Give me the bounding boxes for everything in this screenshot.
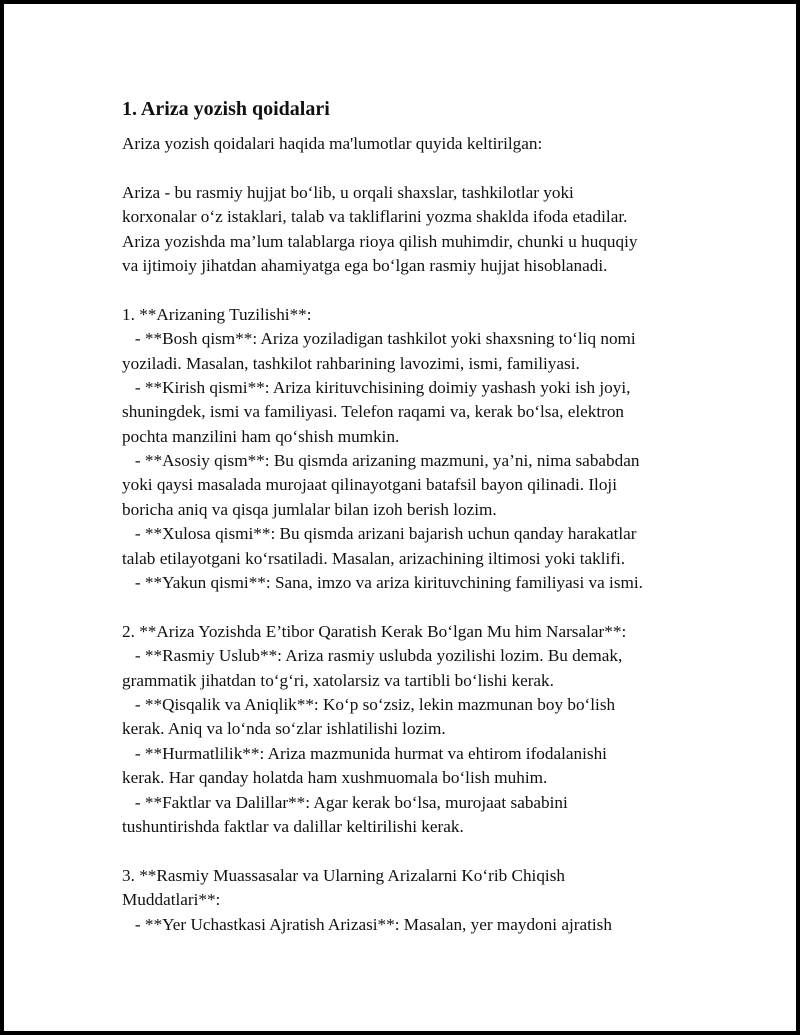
text-line: - **Yer Uchastkasi Ajratish Arizasi**: Masalan, yer maydoni ajratish [122, 914, 612, 934]
text-line: pochta manzilini ham qo‘shish mumkin. [122, 426, 400, 446]
blank-line [122, 156, 752, 180]
text-line: kerak. Har qanday holatda ham xushmuomala bo‘lish muhim. [122, 768, 548, 788]
document-heading: 1. Ariza yozish qoidalari [122, 98, 330, 120]
text-line: - **Bosh qism**: Ariza yoziladigan tashkilot yoki shaxsning to‘liq nomi [122, 329, 636, 349]
blank-line [122, 278, 752, 302]
text-line: yoki qaysi masalada murojaat qilinayotgani batafsil bayon qilinadi. Iloji [122, 475, 617, 495]
text-line: boricha aniq va qisqa jumlalar bilan izoh berish lozim. [122, 499, 497, 519]
text-line: kerak. Aniq va lo‘nda so‘zlar ishlatilishi lozim. [122, 719, 446, 739]
text-line: - **Kirish qismi**: Ariza kirituvchisining doimiy yashash yoki ish joyi, [122, 377, 631, 397]
document-body [122, 96, 752, 937]
text-line: Ariza yozish qoidalari haqida ma'lumotlar quyida keltirilgan: [122, 134, 543, 153]
text-line: 3. **Rasmiy Muassasalar va Ularning Arizalarni Ko‘rib Chiqish [122, 865, 565, 885]
text-line: Muddatlari**: [122, 890, 221, 910]
text-line: Ariza - bu rasmiy hujjat bo‘lib, u orqali shaxslar, tashkilotlar yoki [122, 182, 574, 202]
text-line: grammatik jihatdan to‘g‘ri, xatolarsiz va tartibli bo‘lishi kerak. [122, 670, 554, 690]
text-line: - **Xulosa qismi**: Bu qismda arizani bajarish uchun qanday harakatlar [122, 524, 637, 544]
text-line: - **Rasmiy Uslub**: Ariza rasmiy uslubda yozilishi lozim. Bu demak, [122, 646, 623, 666]
text-line: talab etilayotgani ko‘rsatiladi. Masalan, arizachining iltimosi yoki taklifi. [122, 548, 626, 568]
document-text [122, 132, 752, 937]
text-line: - **Hurmatlilik**: Ariza mazmunida hurmat va ehtirom ifodalanishi [122, 743, 607, 763]
text-line: - **Faktlar va Dalillar**: Agar kerak bo‘lsa, murojaat sababini [122, 792, 568, 812]
text-line: yoziladi. Masalan, tashkilot rahbarining lavozimi, ismi, familiyasi. [122, 353, 580, 373]
text-line: - **Asosiy qism**: Bu qismda arizaning mazmuni, ya’ni, nima sababdan [122, 451, 640, 471]
text-line: korxonalar o‘z istaklari, talab va takliflarini yozma shaklda ifoda etadilar. [122, 207, 628, 227]
blank-line [122, 839, 752, 863]
text-line: tushuntirishda faktlar va dalillar keltirilishi kerak. [122, 816, 464, 836]
text-line: 2. **Ariza Yozishda E’tibor Qaratish Kerak Bo‘lgan Mu him Narsalar**: [122, 621, 627, 641]
text-line: 1. **Arizaning Tuzilishi**: [122, 304, 312, 324]
text-line: - **Qisqalik va Aniqlik**: Ko‘p so‘zsiz, lekin mazmunan boy bo‘lish [122, 694, 616, 714]
text-line: Ariza yozishda ma’lum talablarga rioya qilish muhimdir, chunki u huquqiy [122, 231, 638, 251]
blank-line [122, 595, 752, 619]
text-line: shuningdek, ismi va familiyasi. Telefon raqami va, kerak bo‘lsa, elektron [122, 402, 625, 422]
text-line: - **Yakun qismi**: Sana, imzo va ariza kirituvchining familiyasi va ismi. [122, 573, 643, 593]
text-line: va ijtimoiy jihatdan ahamiyatga ega bo‘lgan rasmiy hujjat hisoblanadi. [122, 255, 608, 275]
